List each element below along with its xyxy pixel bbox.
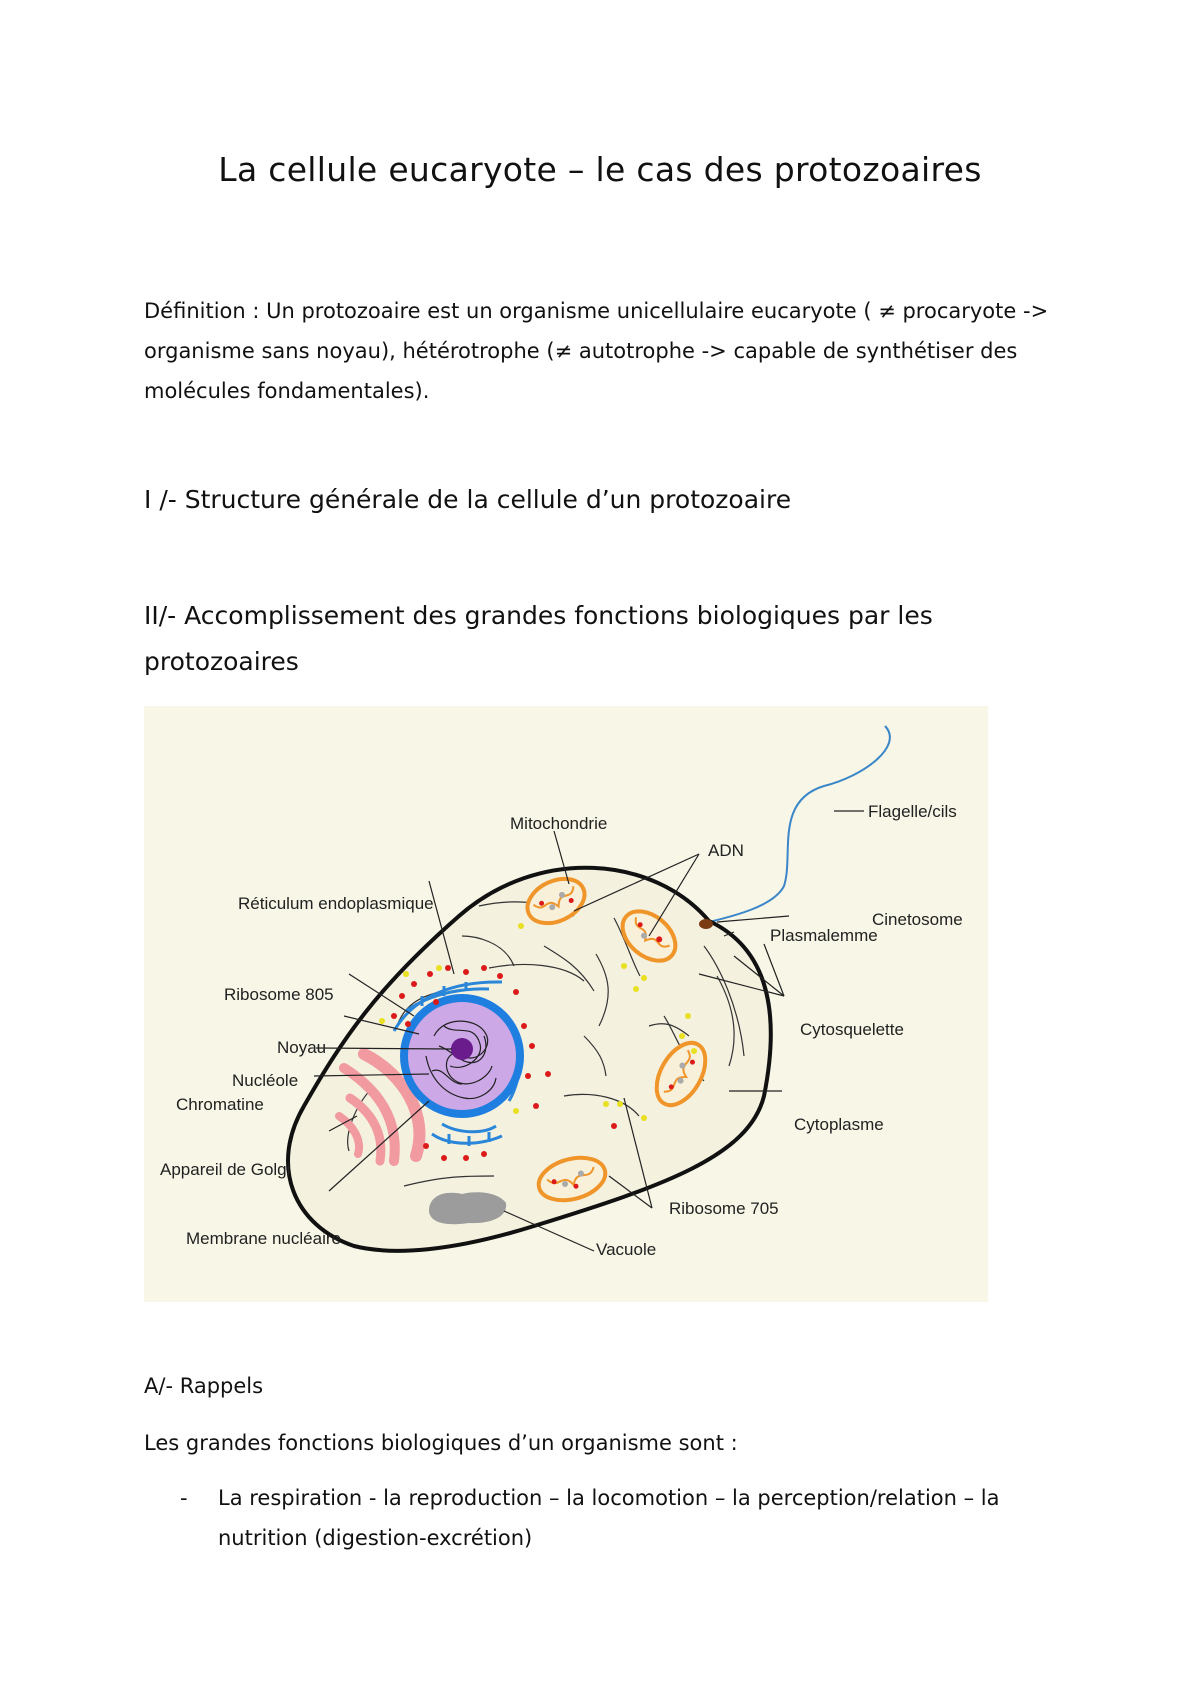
label-noyau: Noyau: [277, 1038, 327, 1057]
list-item: [180, 1478, 1080, 1558]
vacuole: [429, 1192, 506, 1224]
label-reticulum: Réticulum endoplasmique: [238, 894, 434, 913]
label-adn: ADN: [708, 841, 744, 860]
label-flagelle: Flagelle/cils: [868, 802, 957, 821]
list-item-text: La respiration - la reproduction – la locomotion – la perception/relation – la nutrition (digestion-excrétion): [218, 1486, 1000, 1550]
label-mitochondrie: Mitochondrie: [510, 814, 608, 833]
flagellum: [709, 726, 890, 922]
section-heading-1: I /- Structure générale de la cellule d’un protozoaire: [144, 485, 792, 514]
section-heading-2: II/- Accomplissement des grandes fonctions biologiques par les protozoaires: [144, 601, 933, 676]
label-cinetosome: Cinetosome: [872, 910, 963, 929]
label-ribosome80: Ribosome 805: [224, 985, 334, 1004]
cinetosome-shape: [699, 919, 713, 929]
cell-diagram-svg: [144, 706, 988, 1302]
label-cytoplasme: Cytoplasme: [794, 1115, 884, 1134]
definition-paragraph: Définition : Un protozoaire est un organisme unicellulaire eucaryote ( ≠ procaryote -> organisme sans noyau), hétérotrophe (≠ autotrophe -> capable de synthétiser des molécules fondamentales).: [144, 299, 1049, 403]
nucleolus: [451, 1038, 473, 1060]
label-chromatine: Chromatine: [176, 1095, 264, 1114]
label-ribosome70: Ribosome 705: [669, 1199, 779, 1218]
label-cytosquelette: Cytosquelette: [800, 1020, 904, 1039]
label-plasmalemme: Plasmalemme: [770, 926, 878, 945]
label-vacuole: Vacuole: [596, 1240, 657, 1259]
subsection-heading-a: A/- Rappels: [144, 1374, 264, 1398]
bullet-dash: -: [180, 1486, 188, 1510]
functions-intro: Les grandes fonctions biologiques d’un organisme sont :: [144, 1431, 738, 1455]
label-golgi: Appareil de Golgi: [160, 1160, 291, 1179]
page-title: La cellule eucaryote – le cas des protozoaires: [218, 150, 982, 189]
label-nucleole: Nucléole: [232, 1071, 299, 1090]
cell-diagram: [144, 706, 988, 1302]
label-membrane: Membrane nucléaire: [186, 1229, 341, 1248]
